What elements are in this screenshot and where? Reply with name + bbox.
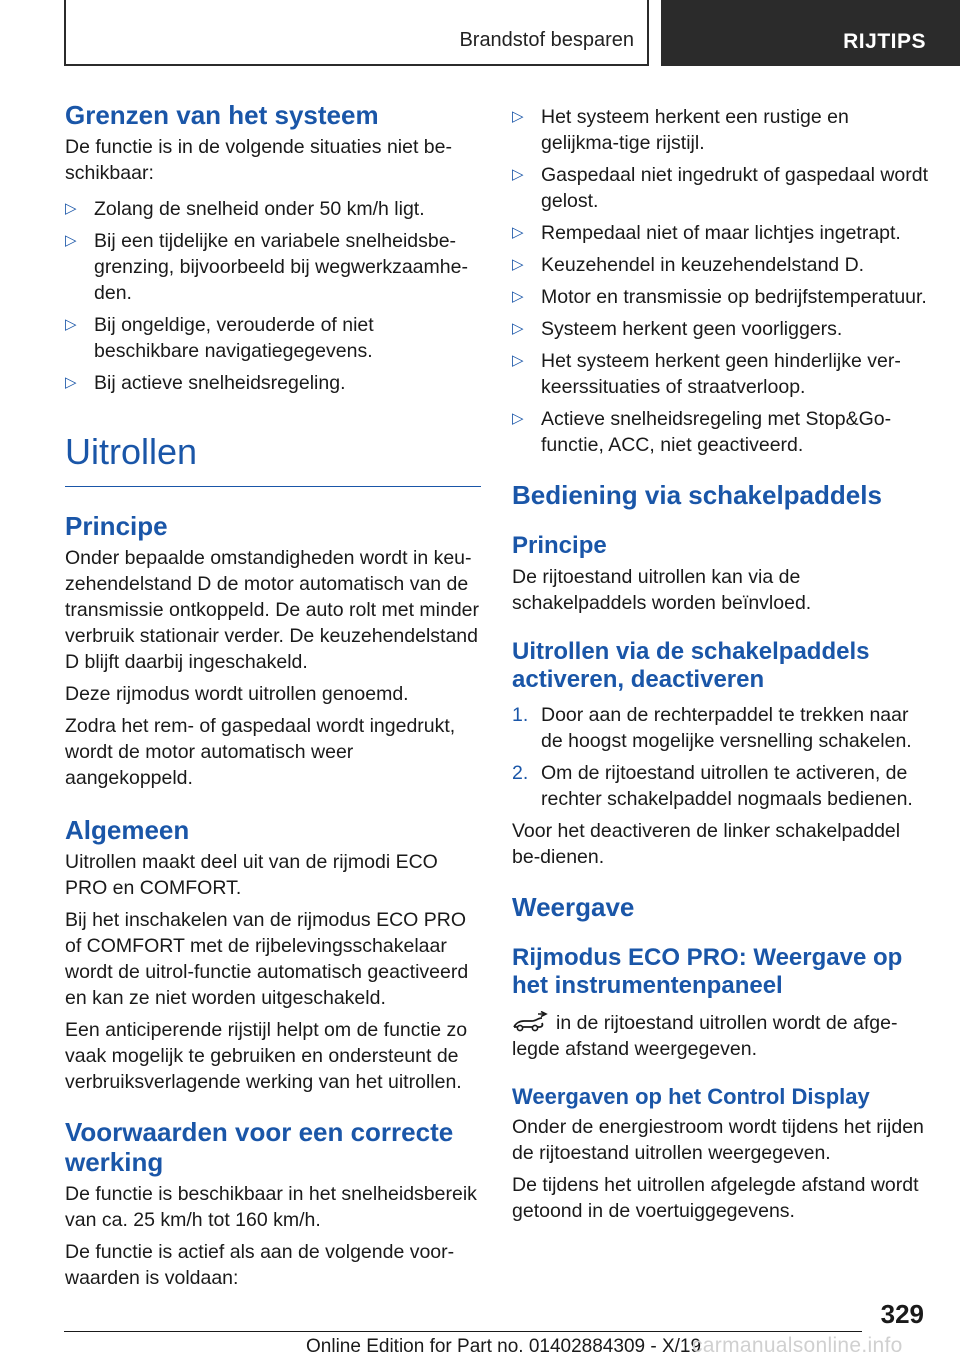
- page-number: 329: [880, 1299, 924, 1329]
- triangle-right-icon: ▷: [512, 256, 524, 273]
- conditions-list: [512, 104, 932, 458]
- footer-watermark: carmanualsonline.info: [692, 1334, 903, 1357]
- triangle-right-icon: ▷: [65, 316, 77, 333]
- paragraph-deactiveren: Voor het deactiveren de linker schakelpaddel be-dienen.: [512, 820, 901, 868]
- steps-list: [512, 702, 932, 812]
- triangle-right-icon: ▷: [512, 166, 524, 183]
- heading-activeren: Uitrollen via de schakelpaddels activeren, deactiveren: [512, 638, 870, 693]
- list-item: ▷ Het systeem herkent een rustige en gelijkma-tige rijstijl.: [512, 106, 849, 154]
- paragraph-voorwaarden-1: De functie is beschikbaar in het snelheidsbereik van ca. 25 km/h tot 160 km/h.: [65, 1183, 477, 1231]
- triangle-right-icon: ▷: [512, 108, 524, 125]
- paragraph-algemeen-1: Uitrollen maakt deel uit van de rijmodi ECO PRO en COMFORT.: [65, 851, 438, 899]
- list-item: 2. Om de rijtoestand uitrollen te activeren, de rechter schakelpaddel nogmaals bedienen.: [512, 762, 913, 810]
- triangle-right-icon: ▷: [65, 200, 77, 217]
- list-item: ▷ Motor en transmissie op bedrijfstemperatuur.: [512, 286, 927, 308]
- paragraph-control-1: Onder de energiestroom wordt tijdens het rijden de rijtoestand uitrollen weergegeven.: [512, 1116, 924, 1164]
- triangle-right-icon: ▷: [512, 410, 524, 427]
- header-section-title: Brandstof besparen: [459, 29, 634, 51]
- paragraph-principe-right: De rijtoestand uitrollen kan via de schakelpaddels worden beïnvloed.: [512, 566, 812, 614]
- triangle-right-icon: ▷: [512, 352, 524, 369]
- heading-grenzen: Grenzen van het systeem: [65, 100, 379, 130]
- paragraph-principe-1: Onder bepaalde omstandigheden wordt in keu-zehendelstand D de motor automatisch van de transmissie ontkoppeld. De auto rolt met minder verbruik stationair verder. De keuzehendelstand D blijft daarbij ingeschakeld.: [65, 547, 480, 673]
- heading-principe-right: Principe: [512, 532, 607, 559]
- heading-principe: Principe: [65, 511, 168, 541]
- paragraph-algemeen-2: Bij het inschakelen van de rijmodus ECO PRO of COMFORT met de rijbelevingsschakelaar wordt de uitrol-functie automatisch geactiveerd en kan ze niet worden uitgeschakeld.: [65, 909, 469, 1009]
- heading-ecopro: Rijmodus ECO PRO: Weergave op het instrumentenpaneel: [512, 944, 903, 999]
- heading-voorwaarden: Voorwaarden voor een correcte werking: [65, 1117, 454, 1177]
- header-chapter-tab: RIJTIPS: [661, 0, 960, 66]
- triangle-right-icon: ▷: [65, 232, 77, 249]
- triangle-right-icon: ▷: [512, 320, 524, 337]
- list-item: ▷ Actieve snelheidsregeling met Stop&Go-functie, ACC, niet geactiveerd.: [512, 408, 892, 456]
- heading-uitrollen: Uitrollen: [65, 432, 481, 487]
- list-item: ▷ Het systeem herkent geen hinderlijke ver-keerssituaties of straatverloop.: [512, 350, 901, 398]
- triangle-right-icon: ▷: [512, 224, 524, 241]
- paragraph-ecopro: in de rijtoestand uitrollen wordt de afge-legde afstand weergegeven.: [512, 1012, 898, 1060]
- list-item: ▷ Gaspedaal niet ingedrukt of gaspedaal wordt gelost.: [512, 164, 929, 212]
- list-item: ▷ Systeem herkent geen voorliggers.: [512, 318, 843, 340]
- paragraph-grenzen: De functie is in de volgende situaties niet be-schikbaar:: [65, 136, 452, 184]
- paragraph-principe-2: Deze rijmodus wordt uitrollen genoemd.: [65, 683, 409, 705]
- heading-bediening: Bediening via schakelpaddels: [512, 480, 882, 510]
- list-item: ▷ Bij actieve snelheidsregeling.: [65, 372, 346, 394]
- list-item: ▷ Rempedaal niet of maar lichtjes ingetrapt.: [512, 222, 901, 244]
- list-item: ▷ Keuzehendel in keuzehendelstand D.: [512, 254, 865, 276]
- footer-edition: Online Edition for Part no. 01402884309 - X/19: [306, 1336, 702, 1357]
- grenzen-list: [65, 196, 481, 396]
- heading-algemeen: Algemeen: [65, 815, 190, 845]
- paragraph-control-2: De tijdens het uitrollen afgelegde afstand wordt getoond in de voertuiggegevens.: [512, 1174, 919, 1222]
- paragraph-voorwaarden-2: De functie is actief als aan de volgende voor-waarden is voldaan:: [65, 1241, 455, 1289]
- left-column: [65, 100, 481, 1291]
- list-item: ▷ Bij een tijdelijke en variabele snelheidsbe-grenzing, bijvoorbeeld bij wegwerkzaamhe-den.: [65, 230, 468, 304]
- coasting-car-icon: [512, 1011, 548, 1033]
- list-item: ▷ Zolang de snelheid onder 50 km/h ligt.: [65, 198, 425, 220]
- triangle-right-icon: ▷: [65, 374, 77, 391]
- heading-control-display: Weergaven op het Control Display: [512, 1084, 870, 1109]
- right-column: [512, 100, 932, 1224]
- heading-weergave: Weergave: [512, 892, 635, 922]
- paragraph-algemeen-3: Een anticiperende rijstijl helpt om de functie zo vaak mogelijk te gebruiken en ondersteunt de verbruiksverlagende werking van het uitrollen.: [65, 1019, 468, 1093]
- list-item: ▷ Bij ongeldige, verouderde of niet beschikbare navigatiegegevens.: [65, 314, 374, 362]
- paragraph-principe-3: Zodra het rem- of gaspedaal wordt ingedrukt, wordt de motor automatisch weer aangekoppeld.: [65, 715, 456, 789]
- footer-rule: [64, 1331, 862, 1332]
- triangle-right-icon: ▷: [512, 288, 524, 305]
- list-item: 1. Door aan de rechterpaddel te trekken naar de hoogst mogelijke versnelling schakelen.: [512, 704, 912, 752]
